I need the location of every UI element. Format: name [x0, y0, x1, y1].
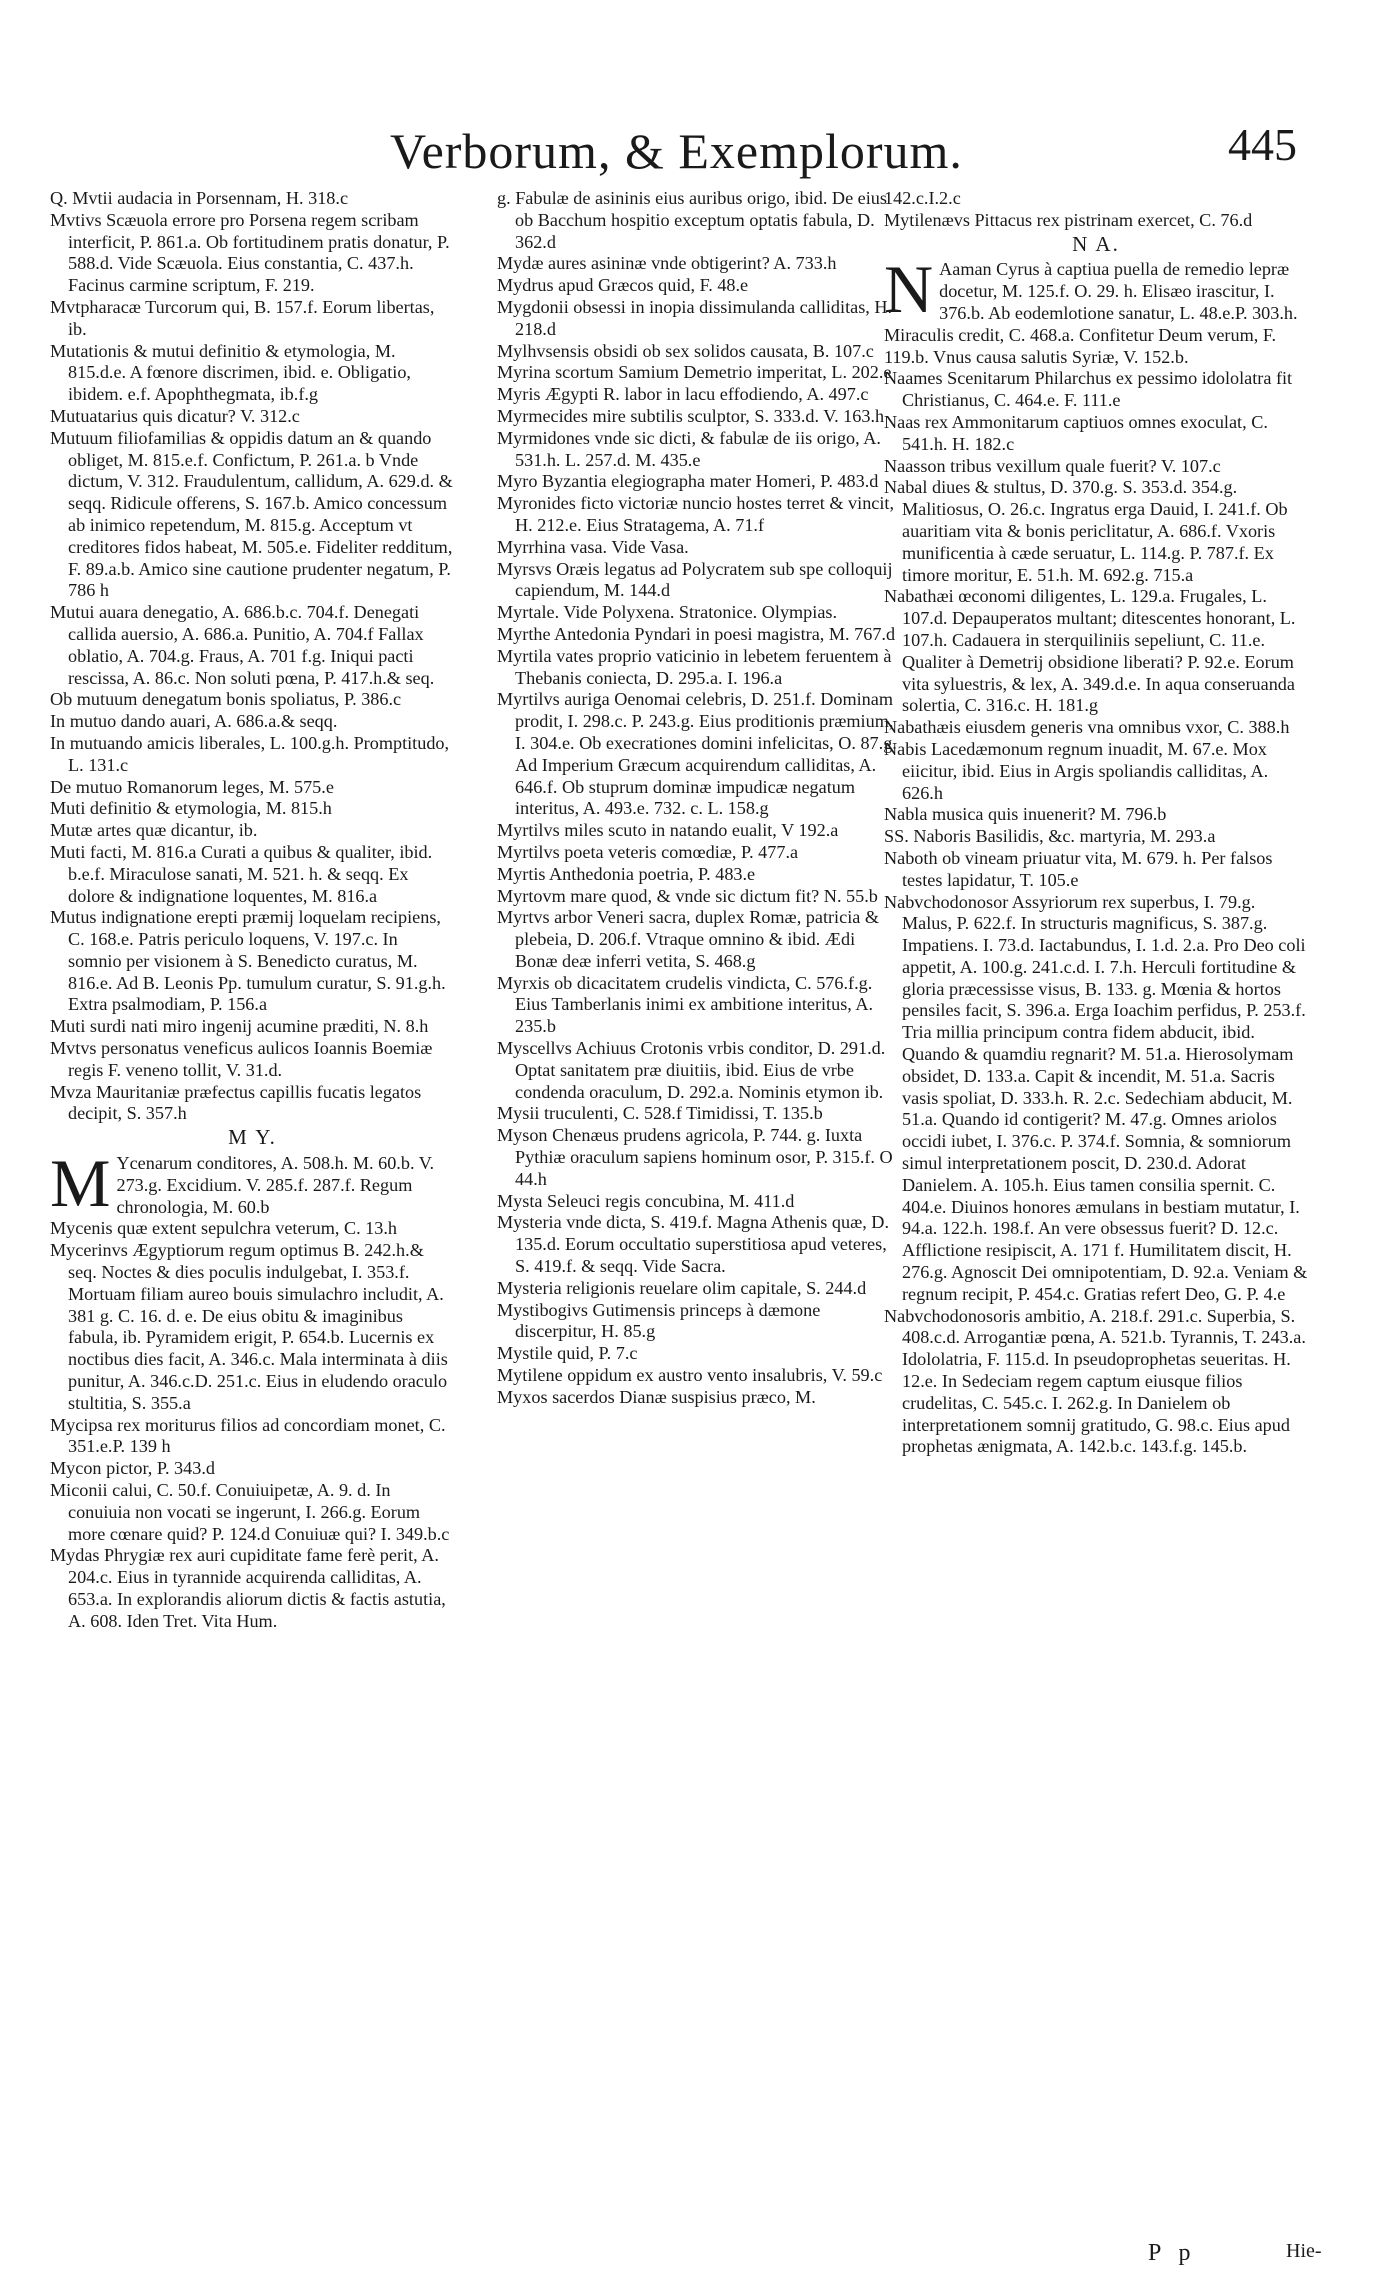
index-entry: Mytilenævs Pittacus rex pistrinam exercet, C. 76.d	[884, 209, 1253, 230]
index-entry: Myris Ægypti R. labor in lacu effodiendo, A. 497.c	[497, 384, 869, 405]
index-entry: Myrmidones vnde sic dicti, & fabulæ de iis origo, A. 531.h. L. 257.d. M. 435.e	[497, 427, 881, 470]
index-entry	[884, 251, 1308, 368]
index-entry: Mutuum filiofamilias & oppidis datum an & quando obliget, M. 815.e.f. Confictum, P. 261.a. b Vnde dictum, V. 312. Fraudulentum, callidum, A. 629.d. & seqq. Ridicule offerens, S. 167.b. Amico concessum ab inimico repetendum, M. 815.g. Acceptum vt creditores fidos habeat, M. 505.e. Fideliter redditum, F. 89.a.b. Amico sine cautione prudenter negatum, P. 786 h	[50, 427, 453, 601]
index-entry: Mytilene oppidum ex austro vento insalubris, V. 59.c	[497, 1365, 883, 1386]
index-entry: Myrtis Anthedonia poetria, P. 483.e	[497, 863, 756, 884]
index-entry: Mutationis & mutui definitio & etymologia, M. 815.d.e. A fœnore discrimen, ibid. e. Obligatio, ibidem. e.f. Apophthegmata, ib.f.g	[50, 340, 411, 405]
index-entry: Myrtovm mare quod, & vnde sic dictum fit? N. 55.b	[497, 885, 878, 906]
index-entry: Mutui auara denegatio, A. 686.b.c. 704.f. Denegati callida auersio, A. 686.a. Punitio, A. 704.f Fallax oblatio, A. 704.g. Fraus, A. 701 f.g. Iniqui pacti rescissa, A. 86.c. Non soluti pœna, P. 417.h.& seq.	[50, 602, 435, 688]
index-entry: Nabis Lacedæmonum regnum inuadit, M. 67.e. Mox eiicitur, ibid. Eius in Argis spoliandis calliditas, A. 626.h	[884, 738, 1269, 803]
index-entry-text: Aaman Cyrus à captiua puella de remedio lepræ docetur, M. 125.f. O. 29. h. Elisæo irascitur, I. 376.b. Ab eodemlotione sanatur, L. 48.e.P. 303.h. Miraculis credit, C. 468.a. Confitetur Deum verum, F. 119.b. Vnus causa salutis Syriæ, V. 152.b.	[884, 259, 1298, 367]
index-entry: Muti facti, M. 816.a Curati a quibus & qualiter, ibid. b.e.f. Miraculose sanati, M. 521. h. & seqq. Ex dolore & indignatione loquentes, M. 816.a	[50, 841, 433, 906]
index-entry: Myrmecides mire subtilis sculptor, S. 333.d. V. 163.h	[497, 405, 885, 426]
index-entry: Nabal diues & stultus, D. 370.g. S. 353.d. 354.g. Malitiosus, O. 26.c. Ingratus erga Dauid, I. 241.f. Ob auaritiam vita & bonis periclitatur, A. 686.f. Vxoris munificentia à cæde seruatur, L. 114.g. P. 787.f. Ex timore moritur, E. 51.h. M. 692.g. 715.a	[884, 477, 1288, 585]
index-entry: Mystibogivs Gutimensis princeps à dæmone discerpitur, H. 85.g	[497, 1299, 821, 1342]
index-entry: Mvtvs personatus veneficus aulicos Ioannis Boemiæ regis F. veneno tollit, V. 31.d.	[50, 1038, 433, 1080]
index-entry: Mutus indignatione erepti præmij loquelam recipiens, C. 168.e. Patris periculo loquens, V. 197.c. In somnio per visionem à S. Benedicto curatus, M. 816.e. Ad B. Leonis Pp. tumulum curatur, S. 91.g.h. Extra psalmodiam, P. 156.a	[50, 907, 446, 1015]
index-entry: Myrrhina vasa. Vide Vasa.	[497, 536, 689, 557]
section-heading: M Y.	[228, 1125, 277, 1150]
index-entry: Ob mutuum denegatum bonis spoliatus, P. 386.c	[50, 689, 402, 710]
index-entry: Myro Byzantia elegiographa mater Homeri, P. 483.d	[497, 471, 879, 492]
index-entry: Mycipsa rex moriturus filios ad concordiam monet, C. 351.e.P. 139 h	[50, 1414, 446, 1457]
index-entry: Myronides ficto victoriæ nuncio hostes terret & vincit, H. 212.e. Eius Stratagema, A. 71.f	[497, 493, 895, 535]
index-entry: g. Fabulæ de asininis eius auribus origo, ibid. De eius ob Bacchum hospitio exceptum optatis fabula, D. 362.d	[497, 188, 887, 252]
running-title: Verborum, & Exemplorum.	[390, 123, 963, 179]
index-entry: Mylhvsensis obsidi ob sex solidos causata, B. 107.c	[497, 340, 874, 361]
index-entry: Mysteria religionis reuelare olim capitale, S. 244.d	[497, 1277, 867, 1298]
index-entry: Miconii calui, C. 50.f. Conuiuipetæ, A. 9. d. In conuiuia non vocati se ingerunt, I. 266.g. Eorum more cœnare quid? P. 124.d Conuiuæ qui? I. 349.b.c	[50, 1480, 450, 1544]
index-entry: SS. Naboris Basilidis, &c. martyria, M. 293.a	[884, 826, 1216, 847]
index-entry: Mutæ artes quæ dicantur, ib.	[50, 820, 258, 841]
index-entry: Mygdonii obsessi in inopia dissimulanda calliditas, H. 218.d	[497, 296, 893, 339]
index-entry: In mutuando amicis liberales, L. 100.g.h. Promptitudo, L. 131.c	[50, 732, 450, 775]
index-entry: Myxos sacerdos Dianæ suspisius præco, M.	[497, 1386, 816, 1407]
index-entry	[50, 1145, 455, 1222]
index-column-1	[50, 188, 455, 1633]
index-entry: Nabvchodonosoris ambitio, A. 218.f. 291.c. Superbia, S. 408.c.d. Arrogantiæ pœna, A. 521.b. Tyrannis, T. 243.a. Idololatria, F. 115.d. In pseudoprophetas seueritas. H. 12.e. In Sedeciam regem captum eiusque filios crudelitas, C. 545.c. I. 262.g. In Danielem ob interpretationem somnij gratitudo, G. 98.c. Eius apud prophetas ænigmata, A. 142.b.c. 143.f.g. 145.b.	[884, 1305, 1306, 1457]
index-entry: Nabla musica quis inuenerit? M. 796.b	[884, 804, 1167, 825]
index-entry: 142.c.I.2.c	[884, 188, 961, 208]
index-entry: Myrsvs Oræis legatus ad Polycratem sub spe colloquij capiendum, M. 144.d	[497, 558, 893, 601]
index-entry: Myrtilvs auriga Oenomai celebris, D. 251.f. Dominam prodit, I. 298.c. P. 243.g. Eius proditionis præmium, I. 304.e. Ob execrationes domini infelicitas, O. 87.g. Ad Imperium Græcum acquirendum calliditas, A. 646.f. Ob stuprum dominæ impudicæ negatum interitus, A. 493.e. 732. c. L. 158.g	[497, 689, 897, 819]
index-entry: Mysteria vnde dicta, S. 419.f. Magna Athenis quæ, D. 135.d. Eorum occultatio superstitiosa apud veteres, S. 419.f. & seqq. Vide Sacra.	[497, 1212, 889, 1277]
index-column-3	[884, 188, 1308, 1458]
index-entry: Mydæ aures asininæ vnde obtigerint? A. 733.h	[497, 253, 837, 274]
index-entry: Myrtilvs miles scuto in natando eualit, V 192.a	[497, 820, 839, 841]
index-entry: Mvza Mauritaniæ præfectus capillis fucatis legatos decipit, S. 357.h	[50, 1081, 422, 1124]
index-entry: Nabathæi œconomi diligentes, L. 129.a. Frugales, L. 107.d. Depauperatos multant; ditescentes honorant, L. 107.h. Cadauera in sterquiliniis sepeliunt, C. 11.e. Qualiter à Demetrij obsidione liberati? P. 92.e. Eorum vita syluestris, & lex, A. 349.d.e. In aqua conseruanda solertia, C. 316.c. H. 181.g	[884, 586, 1296, 716]
index-entry: Mvtivs Scæuola errore pro Porsena regem scribam interficit, P. 861.a. Ob fortitudinem pratis donatur, P. 588.d. Vide Scæuola. Eius constantia, C. 437.h. Facinus carmine scriptum, F. 219.	[50, 209, 450, 296]
index-entry: Myson Chenæus prudens agricola, P. 744. g. Iuxta Pythiæ oraculum sapiens hominum osor, P. 315.f. O 44.h	[497, 1125, 893, 1189]
index-entry: Naames Scenitarum Philarchus ex pessimo idololatra fit Christianus, C. 464.e. F. 111.e	[884, 368, 1293, 411]
index-entry: Mutuatarius quis dicatur? V. 312.c	[50, 405, 300, 426]
index-entry: Mvtpharacæ Turcorum qui, B. 157.f. Eorum libertas, ib.	[50, 296, 435, 339]
catchword: Hie-	[1286, 2240, 1322, 2262]
index-entry: Mydas Phrygiæ rex auri cupiditate fame ferè perit, A. 204.c. Eius in tyrannide acquirenda calliditas, A. 653.a. In explorandis aliorum dictis & factis astutia, A. 608. Iden Tret. Vita Hum.	[50, 1545, 446, 1631]
index-entry: Naboth ob vineam priuatur vita, M. 679. h. Per falsos testes lapidatur, T. 105.e	[884, 847, 1273, 890]
index-entry: Myrina scortum Samium Demetrio imperitat, L. 202.e	[497, 362, 892, 383]
index-entry: Myrtilvs poeta veteris comœdiæ, P. 477.a	[497, 841, 799, 862]
index-entry: Myrthe Antedonia Pyndari in poesi magistra, M. 767.d	[497, 623, 896, 644]
section-heading: N A.	[1072, 231, 1120, 256]
index-column-2	[497, 188, 902, 1409]
index-entry: Nabathæis eiusdem generis vna omnibus vxor, C. 388.h	[884, 717, 1290, 738]
index-entry: Naas rex Ammonitarum captiuos omnes exoculat, C. 541.h. H. 182.c	[884, 411, 1268, 454]
index-entry: Q. Mvtii audacia in Porsennam, H. 318.c	[50, 188, 349, 208]
index-entry: Muti definitio & etymologia, M. 815.h	[50, 798, 332, 819]
index-entry: Naasson tribus vexillum quale fuerit? V. 107.c	[884, 455, 1221, 476]
index-entry: Myscellvs Achiuus Crotonis vrbis conditor, D. 291.d. Optat sanitatem præ diuitiis, ibid. Eius de vrbe condenda oraculum, D. 292.a. Nominis etymon ib.	[497, 1038, 886, 1102]
index-entry: Mysta Seleuci regis concubina, M. 411.d	[497, 1190, 795, 1211]
index-entry: De mutuo Romanorum leges, M. 575.e	[50, 776, 334, 797]
index-entry-text: Ycenarum conditores, A. 508.h. M. 60.b. V. 273.g. Excidium. V. 285.f. 287.f. Regum chronologia, M. 60.b	[116, 1153, 435, 1217]
index-entry: Mysii truculenti, C. 528.f Timidissi, T. 135.b	[497, 1103, 823, 1124]
index-entry: Myrxis ob dicacitatem crudelis vindicta, C. 576.f.g. Eius Tamberlanis inimi ex ambitione interitus, A. 235.b	[497, 972, 874, 1037]
index-entry: In mutuo dando auari, A. 686.a.& seqq.	[50, 711, 338, 732]
index-entry: Mystile quid, P. 7.c	[497, 1343, 638, 1364]
page-number: 445	[1228, 119, 1297, 170]
drop-capital: N	[884, 251, 934, 328]
index-entry: Muti surdi nati miro ingenij acumine præditi, N. 8.h	[50, 1016, 429, 1037]
index-entry: Myrtale. Vide Polyxena. Stratonice. Olympias.	[497, 602, 838, 623]
index-entry: Myrtila vates proprio vaticinio in lebetem feruentem à Thebanis coniecta, D. 295.a. I. 196.a	[497, 645, 892, 688]
index-entry: Mycenis quæ extent sepulchra veterum, C. 13.h	[50, 1218, 398, 1239]
index-entry: Mycerinvs Ægyptiorum regum optimus B. 242.h.& seq. Noctes & dies poculis indulgebat, I. 353.f. Mortuam filiam aureo bouis simulachro includit, A. 381 g. C. 16. d. e. De eius obitu & imaginibus fabula, ib. Pyramidem erigit, P. 654.b. Lucernis ex noctibus dies facit, A. 346.c. Mala interminata à diis punitur, A. 346.c.D. 251.c. Eius in eludendo oraculo stultitia, S. 355.a	[50, 1240, 448, 1413]
index-entry: Mycon pictor, P. 343.d	[50, 1458, 215, 1479]
index-entry: Myrtvs arbor Veneri sacra, duplex Romæ, patricia & plebeia, D. 206.f. Vtraque omnino & ibid. Ædi Bonæ deæ inferri vetita, S. 468.g	[497, 907, 880, 971]
drop-capital: M	[50, 1145, 111, 1222]
signature-mark: P p	[1148, 2240, 1197, 2266]
index-entry: Nabvchodonosor Assyriorum rex superbus, I. 79.g. Malus, P. 622.f. In structuris magnificus, S. 387.g. Impatiens. I. 73.d. Iactabundus, I. 1.d. 2.a. Pro Deo coli appetit, A. 100.g. 241.c.d. I. 7.h. Herculi fortitudine & gloria præcessisse visus, B. 133. g. Mœnia & hortos pensiles facit, S. 396.a. Erga Ioachim perfidus, P. 253.f. Tria millia principum contra fidem abducit, ibid. Quando & quamdiu regnarit? M. 51.a. Hierosolymam obsidet, D. 133.a. Capit & incendit, M. 51.a. Sacris vasis spoliat, D. 333.h. R. 2.c. Sedechiam abducit, M. 51.a. Quando id contigerit? M. 47.g. Omnes ariolos occidi iubet, I. 376.c. P. 374.f. Somnia, & somniorum simul interpretationem poscit, D. 230.d. Adorat Danielem. A. 105.h. Eius tamen consilia spernit. C. 404.e. Diuinos honores æmulans in bestiam mutatur, I. 94.a. 122.h. 198.f. An vere obsessus fuerit? D. 12.c. Afflictione resipiscit, A. 171 f. Humilitatem discit, H. 276.g. Agnoscit Dei omnipotentiam, D. 92.a. Veniam & regnum recipit, P. 454.c. Gratias refert Deo, G. P. 4.e	[884, 891, 1308, 1304]
index-entry: Mydrus apud Græcos quid, F. 48.e	[497, 275, 749, 296]
